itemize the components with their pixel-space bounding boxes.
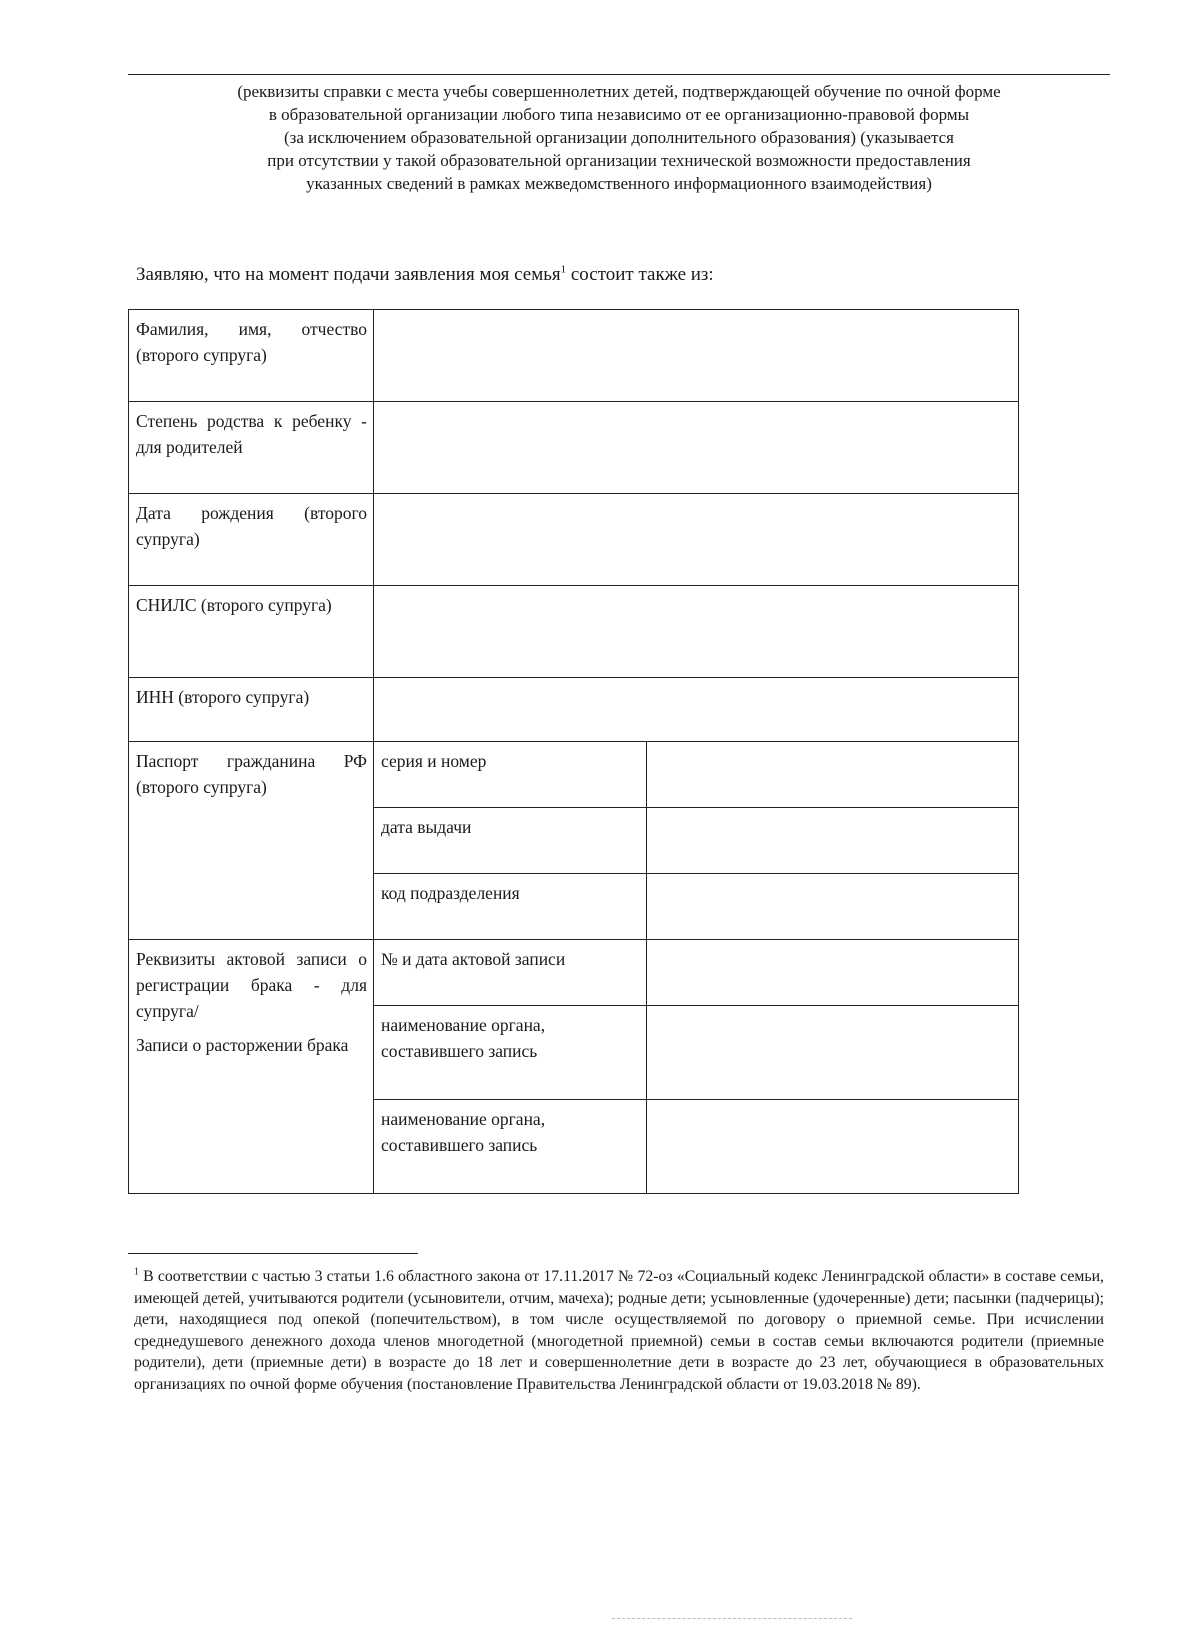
form-row-snils (129, 586, 1019, 678)
field-act-number-date[interactable] (647, 940, 1019, 1006)
label-act-number-date: № и дата актовой записи (374, 940, 647, 1006)
label-birth-date: Дата рождения (второго супруга) (129, 494, 374, 586)
label-act-record (129, 940, 374, 1194)
requisites-line: указанных сведений в рамках межведомственного информационного взаимодействия) (306, 174, 932, 193)
field-relation[interactable] (374, 402, 1019, 494)
requisites-line: (реквизиты справки с места учебы совершеннолетних детей, подтверждающей обучение по очной форме (237, 82, 1001, 101)
form-row-act-number-date (129, 940, 1019, 1006)
label-inn: ИНН (второго супруга) (129, 678, 374, 742)
label-act-record-marriage: Реквизиты актовой записи о регистрации брака - для супруга/ (136, 949, 367, 1021)
footnote-number: 1 (134, 1266, 139, 1278)
footnote-separator (128, 1253, 418, 1254)
form-row-fio (129, 310, 1019, 402)
label-act-record-divorce: Записи о расторжении брака (136, 1035, 349, 1055)
requisites-line: (за исключением образовательной организации дополнительного образования) (указывается (284, 128, 954, 147)
top-rule (128, 74, 1110, 75)
field-fio[interactable] (374, 310, 1019, 402)
field-passport-issue-date[interactable] (647, 808, 1019, 874)
footnote-text: В соответствии с частью 3 статьи 1.6 областного закона от 17.11.2017 № 72-оз «Социальный кодекс Ленинградской области» в составе семьи, имеющей детей, учитываются родители (усыновители, отчим, мачеха); родные дети; усыновленные (удочеренные) дети; пасынки (падчерицы); дети, находящиеся под опекой (попечительством), в том числе осуществляемой по договору о приемной семье. При исчислении среднедушевого денежного дохода членов многодетной (многодетной приемной) семьи в состав семьи включаются родители (приемные родители), дети (приемные дети) в возрасте до 18 лет и совершеннолетние дети в возрасте до 23 лет, обучающиеся в образовательных организациях по очной форме обучения (постановление Правительства Ленинградской области от 19.03.2018 № 89). (134, 1268, 1104, 1393)
field-authority-2[interactable] (647, 1100, 1019, 1194)
label-division-code: код подразделения (374, 874, 647, 940)
intro-text: Заявляю, что на момент подачи заявления моя семья (136, 264, 561, 285)
label-passport-series: серия и номер (374, 742, 647, 808)
field-birth-date[interactable] (374, 494, 1019, 586)
label-passport-issue-date: дата выдачи (374, 808, 647, 874)
intro-statement (136, 264, 714, 286)
footnote-ref: 1 (560, 263, 567, 276)
label-passport: Паспорт гражданина РФ (второго супруга) (129, 742, 374, 940)
form-row-relation (129, 402, 1019, 494)
label-relation: Степень родства к ребенку - для родителей (129, 402, 374, 494)
requisites-line: при отсутствии у такой образовательной организации технической возможности предоставления (267, 151, 971, 170)
field-passport-series[interactable] (647, 742, 1019, 808)
field-inn[interactable] (374, 678, 1019, 742)
field-snils[interactable] (374, 586, 1019, 678)
form-row-inn (129, 678, 1019, 742)
form-row-passport-series (129, 742, 1019, 808)
intro-text-tail: состоит также из: (566, 264, 714, 285)
footnote (134, 1266, 1104, 1395)
form-row-birth-date (129, 494, 1019, 586)
page-edge-mark (612, 1618, 852, 1619)
field-division-code[interactable] (647, 874, 1019, 940)
label-snils: СНИЛС (второго супруга) (129, 586, 374, 678)
label-fio: Фамилия, имя, отчество (второго супруга) (129, 310, 374, 402)
field-authority-1[interactable] (647, 1006, 1019, 1100)
requisites-caption (128, 80, 1110, 195)
family-member-form (128, 309, 1019, 1194)
label-authority-1: наименование органа, составившего запись (374, 1006, 647, 1100)
label-authority-2: наименование органа, составившего запись (374, 1100, 647, 1194)
requisites-line: в образовательной организации любого типа независимо от ее организационно-правовой формы (268, 105, 970, 124)
